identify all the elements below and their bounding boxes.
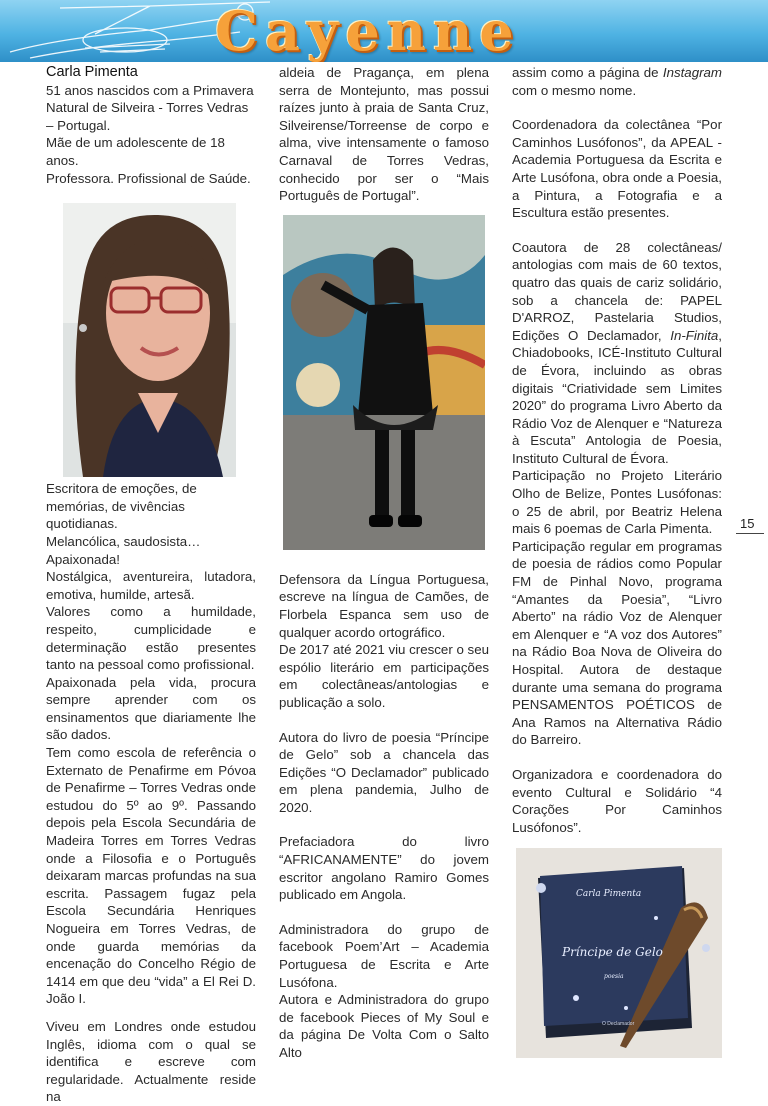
portrait-image bbox=[63, 203, 236, 477]
carnival-image bbox=[283, 215, 485, 550]
body-paragraph: Autora do livro de poesia “Príncipe de Gelo” sob a chancela das Edições “O Declamador” publicado em plena pandemia, Julho de 2020. bbox=[279, 729, 489, 815]
column-3 bbox=[512, 64, 722, 1058]
body-paragraph: Tem como escola de referência o Externato de Penafirme em Póvoa de Penafirme – Torres Vedras onde estudou do 5º ao 9º. Passando depois pela Escola Secundária de Madeira Torres em Torres Vedras onde a Filosofia e o Português deixaram marcas profundas na sua escrita. Passagem fugaz pela Escola Secundária Henriques Nogueira em Torres Vedras, de onde guarda memórias da encenação do Concelho Régio de 1414 em que deu “vida” a El Rei D. João I. bbox=[46, 745, 256, 1007]
body-paragraph: Apaixonada pela vida, procura sempre aprender com os ensinamentos que diariamente lhe são dados. bbox=[46, 674, 256, 743]
author-name: Carla Pimenta bbox=[46, 64, 138, 80]
page-number-rule bbox=[736, 533, 764, 534]
body-paragraph: Coautora de 28 colectâneas/ antologias com mais de 60 textos, quatro das quais de cariz solidário, sob a chancela de: PAPEL D'ARROZ, Pastelaria Studios, Edições O Declamador, In-Finita, Chiadobooks, ICÉ-Instituto Cultural de Évora, incluindo as obras digitais “Criatividade sem Limites 2020” do programa Livro Aberto da Rádio Voz de Alenquer e “Natureza à Escuta” Antologia de Poesia, Instituto Cultural de Évora. bbox=[512, 239, 722, 466]
column-2 bbox=[279, 64, 489, 1062]
intro-line: Mãe de um adolescente de 18 anos. bbox=[46, 135, 225, 168]
column-1 bbox=[46, 64, 256, 1106]
body-paragraph: Nostálgica, aventureira, lutadora, emotiva, humilde, artesã. bbox=[46, 569, 256, 602]
intro-line: Professora. Profissional de Saúde. bbox=[46, 170, 251, 186]
body-paragraph: Defensora da Língua Portuguesa, escreve na língua de Camões, de Florbela Espanca sem uso de qualquer acordo ortográfico. bbox=[279, 571, 489, 640]
body-paragraph: assim como a página de Instagram com o mesmo nome. bbox=[512, 65, 722, 98]
body-paragraph: De 2017 até 2021 viu crescer o seu espólio literário em participações em colectâneas/antologias e publicação a solo. bbox=[279, 642, 489, 710]
body-paragraph: Participação regular em programas de poesia de rádios como Popular FM de Pinhal Novo, programa “Amantes da Poesia”, “Livro Aberto” na rádio Voz de Alenquer em Alenquer e “A voz dos Autores” na Rádio Boa Nova de Oliveira do Hospital. Autora de destaque durante uma semana do programa PENSAMENTOS POÉTICOS de Ana Ramos na Alternativa Rádio do Barreiro. bbox=[512, 538, 722, 748]
book-photo bbox=[516, 848, 722, 1058]
book-title: Príncipe de Gelo bbox=[562, 945, 663, 960]
body-paragraph: Autora e Administradora do grupo de facebook Pieces of My Soul e da página De Volta Com o Salto Alto bbox=[279, 992, 489, 1060]
body-paragraph: Valores como a humildade, respeito, cumplicidade e determinação estão presentes tanto na pessoal como profissional. bbox=[46, 604, 256, 673]
body-paragraph: aldeia de Pragança, em plena serra de Montejunto, mas possui raízes junto à praia de Santa Cruz, Silveirense/Torreense de corpo e alma, vive intensamente o famoso Carnaval de Torres Vedras, conhecido por ser o “Mais Português de Portugal”. bbox=[279, 65, 489, 204]
body-paragraph: Administradora do grupo de facebook Poem’Art – Academia Portuguesa de Escrita e Arte Lusófona. bbox=[279, 921, 489, 990]
body-paragraph: Prefaciadora do livro “AFRICANAMENTE” do jovem escritor angolano Ramiro Gomes publicado em Angola. bbox=[279, 834, 489, 903]
book-author: Carla Pimenta bbox=[576, 889, 642, 900]
body-paragraph: Coordenadora da colectânea “Por Caminhos Lusófonos”, da APEAL - Academia Portuguesa da Escrita e Arte Lusófona, obra onde a Poesia, a Pintura, a Fotografia e a Escultura estão presentes. bbox=[512, 117, 722, 221]
body-paragraph: Melancólica, saudosista… bbox=[46, 533, 201, 549]
header-banner bbox=[0, 0, 768, 62]
book-publisher: O Declamador bbox=[602, 1021, 635, 1028]
portrait-photo bbox=[63, 203, 236, 477]
body-paragraph: Participação no Projeto Literário Olho de Belize, Pontes Lusófonas: o 25 de abril, por Beatriz Helena mais 6 poemas de Carla Pimenta. bbox=[512, 468, 722, 537]
magazine-title: Cayenne bbox=[215, 0, 521, 62]
body-paragraph: Organizadora e coordenadora do evento Cultural e Solidário “4 Corações Por Caminhos Lusófonos”. bbox=[512, 766, 722, 835]
book-genre: poesia bbox=[604, 973, 624, 981]
carnival-photo bbox=[283, 215, 485, 550]
page-number: 15 bbox=[740, 516, 755, 531]
body-paragraph: Escritora de emoções, de memórias, de vivências quotidianas. bbox=[46, 481, 197, 532]
intro-line: 51 anos nascidos com a Primavera Natural de Silveira - Torres Vedras – Portugal. bbox=[46, 82, 254, 133]
body-paragraph: Viveu em Londres onde estudou Inglês, idioma com o qual se identifica e escreve com regularidade. Actualmente reside na bbox=[46, 1018, 256, 1105]
body-paragraph: Apaixonada! bbox=[46, 551, 120, 567]
